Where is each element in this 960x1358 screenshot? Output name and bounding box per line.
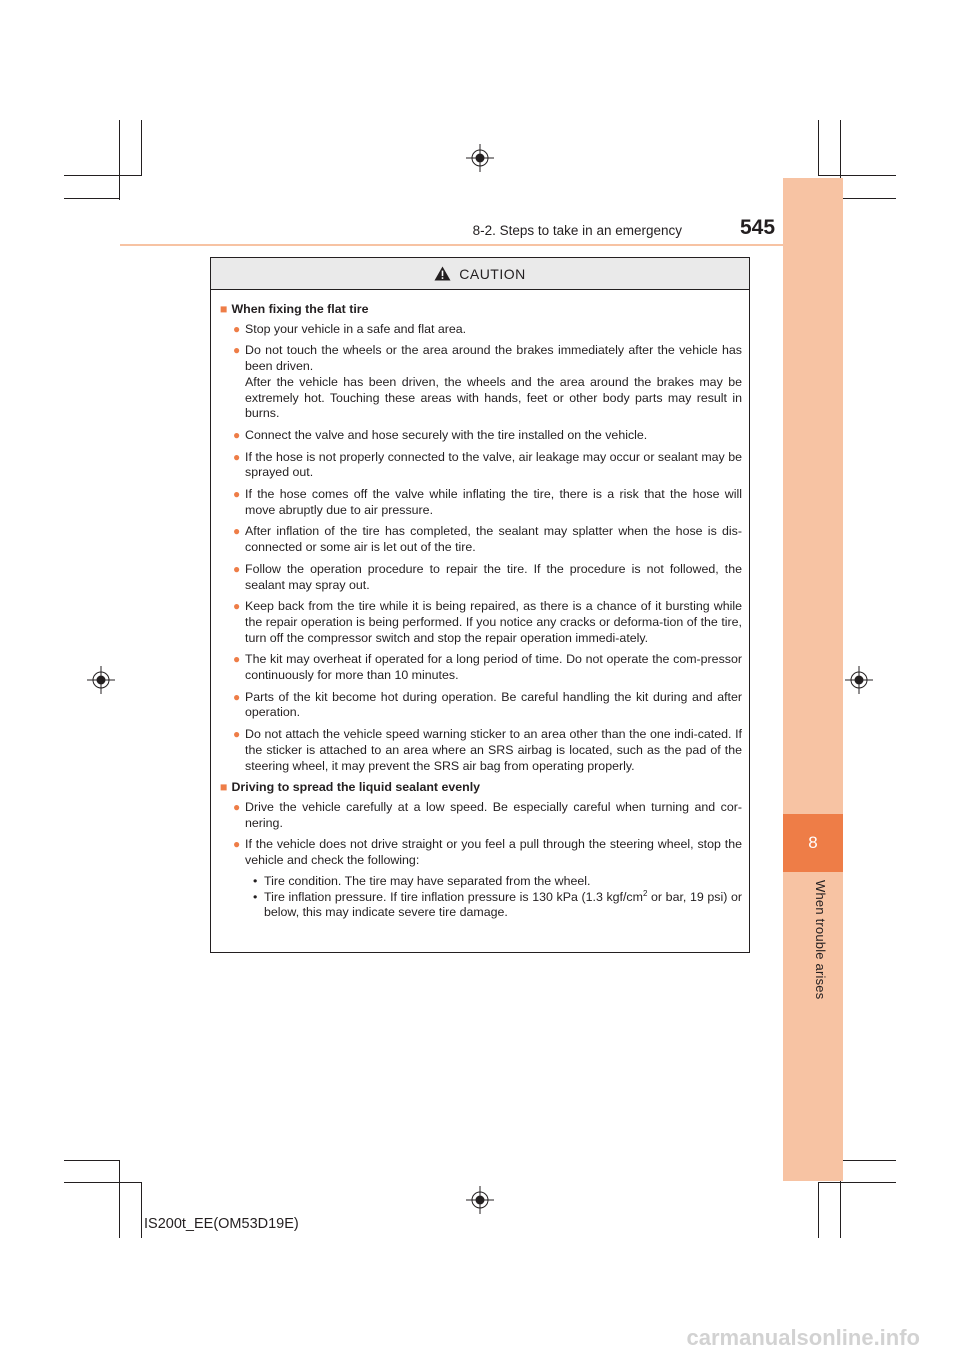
list-item-continuation: After the vehicle has been driven, the wheels and the area around the brakes may be extremely hot. Touching these areas with hands, feet or other body parts may result in burns. — [245, 374, 742, 421]
crop-mark — [119, 120, 120, 200]
pressure-text-after: or bar, 19 psi) or below, this may indicate severe tire damage. — [264, 889, 742, 920]
circle-bullet-icon: ● — [233, 727, 241, 742]
crop-mark — [64, 175, 142, 176]
chapter-side-strip — [783, 178, 843, 1181]
circle-bullet-icon: ● — [233, 799, 241, 814]
registration-mark-icon — [466, 1186, 494, 1214]
crop-mark — [818, 175, 896, 176]
circle-bullet-icon: ● — [233, 487, 241, 502]
square-bullet-icon: ■ — [220, 302, 228, 316]
list-item-text: The kit may overheat if operated for a long period of time. Do not operate the com-pressor continuously for more than 10 minutes. — [245, 652, 742, 683]
section-title: 8-2. Steps to take in an emergency — [472, 223, 682, 238]
circle-bullet-icon: ● — [233, 449, 241, 464]
list-item-text — [245, 837, 742, 921]
list-item — [233, 450, 742, 481]
circle-bullet-icon: ● — [233, 321, 241, 336]
registration-mark-icon — [845, 666, 873, 694]
list-item — [233, 800, 742, 831]
warning-triangle-icon — [434, 266, 451, 281]
topic-heading — [220, 780, 742, 796]
topic-heading — [220, 302, 742, 318]
topic-title: When fixing the flat tire — [231, 302, 369, 316]
dot-bullet-icon: • — [253, 873, 258, 888]
list-item-text-line: Do not touch the wheels or the area around the brakes immediately after the vehicle has been driven. — [245, 343, 742, 374]
circle-bullet-icon: ● — [233, 689, 241, 704]
list-item — [233, 322, 742, 338]
chapter-number: 8 — [808, 833, 818, 852]
circle-bullet-icon: ● — [233, 343, 241, 358]
list-item-text: Stop your vehicle in a safe and flat area. — [245, 321, 467, 336]
chapter-number-tab — [783, 814, 843, 872]
circle-bullet-icon: ● — [233, 561, 241, 576]
sub-list-item — [253, 890, 742, 921]
pressure-text-before: Tire inflation pressure. If tire inflation pressure is 130 kPa (1.3 kgf/cm — [264, 889, 643, 904]
list-item — [233, 727, 742, 774]
crop-mark — [840, 1160, 896, 1161]
list-item-text: Keep back from the tire while it is being repaired, as there is a chance of it bursting while the repair operation is being performed. If you notice any cracks or deforma-tion of the tire, turn off the compressor switch and stop the repair operation immedi-ately. — [245, 599, 742, 645]
crop-mark — [818, 1182, 896, 1183]
list-item — [233, 690, 742, 721]
dot-bullet-icon: • — [253, 889, 258, 904]
topic-title: Driving to spread the liquid sealant evenly — [231, 780, 481, 795]
circle-bullet-icon: ● — [233, 652, 241, 667]
list-item-text: Do not attach the vehicle speed warning sticker to an area other than the one indi-cated. If the sticker is attached to an area where an SRS airbag is located, such as the pad of the steering wheel, it may prevent the SRS air bag from operating properly. — [245, 727, 742, 773]
caution-label: CAUTION — [459, 265, 526, 282]
list-item-text: After inflation of the tire has completed, the sealant may splatter when the hose is dis-connected or some air is let out of the tire. — [245, 524, 742, 555]
list-item-text: Connect the valve and hose securely with the tire installed on the vehicle. — [245, 427, 648, 442]
list-item — [233, 837, 742, 921]
list-item-text: Follow the operation procedure to repair the tire. If the procedure is not followed, the sealant may spray out. — [245, 561, 742, 592]
caution-header — [211, 258, 749, 290]
page-number: 545 — [740, 216, 776, 239]
list-item-text: If the hose is not properly connected to the valve, air leakage may occur or sealant may be sprayed out. — [245, 449, 742, 480]
list-item-text-line: If the vehicle does not drive straight or you feel a pull through the steering wheel, stop the vehicle and check the following: — [245, 837, 742, 868]
list-item-text: Parts of the kit become hot during operation. Be careful handling the kit during and after operation. — [245, 689, 742, 720]
list-item — [233, 428, 742, 444]
superscript-exponent: 2 — [642, 888, 648, 898]
crop-mark — [818, 120, 819, 175]
circle-bullet-icon: ● — [233, 837, 241, 852]
circle-bullet-icon: ● — [233, 524, 241, 539]
crop-mark — [119, 1160, 120, 1238]
list-item — [233, 652, 742, 683]
crop-mark — [141, 120, 142, 175]
list-item — [233, 487, 742, 518]
chapter-title: When trouble arises — [813, 880, 828, 1000]
circle-bullet-icon: ● — [233, 427, 241, 442]
sub-list-item-text — [264, 890, 742, 921]
list-item — [233, 599, 742, 646]
registration-mark-icon — [87, 666, 115, 694]
caution-body — [211, 290, 749, 921]
list-item-text: Drive the vehicle carefully at a low speed. Be especially careful when turning and cor-nering. — [245, 799, 742, 830]
crop-mark — [840, 198, 896, 199]
circle-bullet-icon: ● — [233, 599, 241, 614]
sub-list-item-text: Tire condition. The tire may have separated from the wheel. — [264, 873, 591, 888]
crop-mark — [64, 1160, 120, 1161]
crop-mark — [64, 1182, 142, 1183]
header-rule — [120, 244, 842, 246]
square-bullet-icon: ■ — [220, 780, 228, 795]
document-code: IS200t_EE(OM53D19E) — [144, 1216, 299, 1232]
list-item — [233, 343, 742, 422]
watermark: carmanualsonline.info — [686, 1325, 920, 1350]
list-item-text: If the hose comes off the valve while inflating the tire, there is a risk that the hose will move abruptly due to air pressure. — [245, 487, 742, 517]
crop-mark — [64, 198, 120, 199]
list-item — [233, 524, 742, 555]
sub-list-item — [253, 874, 742, 890]
crop-mark — [818, 1182, 819, 1238]
registration-mark-icon — [466, 144, 494, 172]
crop-mark — [141, 1182, 142, 1238]
list-item-text — [245, 343, 742, 422]
list-item — [233, 562, 742, 593]
caution-box — [210, 257, 750, 953]
